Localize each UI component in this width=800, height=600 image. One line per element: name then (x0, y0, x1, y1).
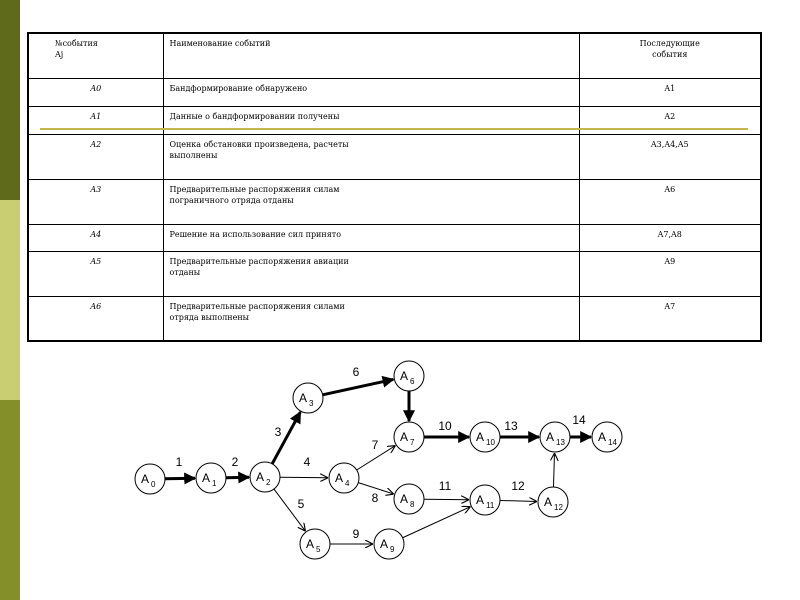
node-n13 (540, 422, 570, 452)
node-circle (394, 422, 424, 452)
edge-label: 2 (231, 455, 239, 469)
edge-n3-n6 (323, 379, 394, 394)
node-n0 (135, 464, 165, 494)
node-circle (470, 422, 500, 452)
node-n2 (250, 462, 280, 492)
next-events-cell: A6 (579, 179, 761, 224)
event-name-cell: Предварительные распоряжения силами отряда выполнены (163, 296, 579, 341)
node-label: A $_7$ (400, 430, 415, 447)
node-circle (470, 485, 500, 515)
header-next-events: Последующие события (579, 33, 761, 78)
node-n7 (394, 422, 424, 452)
node-n3 (293, 383, 323, 413)
node-circle (135, 464, 165, 494)
event-name-cell: Предварительные распоряжения авиации отданы (163, 251, 579, 296)
edge-label: 8 (371, 491, 379, 505)
edge-label: 11 (438, 479, 452, 493)
edge-label: 10 (438, 419, 452, 433)
edge-label: 12 (511, 479, 525, 493)
node-circle (300, 529, 330, 559)
node-label: A $_{14}$ (598, 430, 617, 447)
edge-n8-n11 (424, 499, 469, 500)
node-n11 (470, 485, 500, 515)
node-n4 (329, 463, 359, 493)
node-label: A $_6$ (400, 369, 415, 386)
event-name-cell: Бандформирование обнаружено (163, 78, 579, 106)
event-name-cell: Решение на использование сил принято (163, 224, 579, 251)
node-label: A $_5$ (306, 537, 321, 554)
node-n12 (538, 487, 568, 517)
edge-label: 4 (303, 455, 311, 469)
event-name-cell: Предварительные распоряжения силам пограничного отряда отданы (163, 179, 579, 224)
node-label: A $_3$ (299, 391, 314, 408)
event-id-cell: A3 (28, 179, 163, 224)
node-label: A $_4$ (335, 471, 350, 488)
next-events-cell: A1 (579, 78, 761, 106)
header-event-name: Наименование событий (163, 33, 579, 78)
node-n6 (394, 361, 424, 391)
next-events-cell: A2 (579, 106, 761, 134)
node-circle (394, 361, 424, 391)
event-id-cell: A0 (28, 78, 163, 106)
node-circle (329, 463, 359, 493)
edge-label: 5 (297, 497, 305, 511)
node-circle (394, 484, 424, 514)
node-circle (538, 487, 568, 517)
node-label: A $_0$ (141, 472, 156, 489)
node-circle (592, 422, 622, 452)
node-label: A $_2$ (256, 470, 271, 487)
node-circle (250, 462, 280, 492)
node-n14 (592, 422, 622, 452)
next-events-cell: A7,A8 (579, 224, 761, 251)
event-id-cell: A4 (28, 224, 163, 251)
node-label: A $_1$ (202, 471, 217, 488)
node-circle (374, 529, 404, 559)
next-events-cell: A9 (579, 251, 761, 296)
edge-n12-n13 (553, 453, 554, 487)
edge-label: 13 (504, 419, 518, 433)
edge-n2-n4 (280, 477, 328, 478)
node-label: A $_{11}$ (476, 493, 495, 510)
edge-label: 1 (175, 455, 183, 469)
edge-label: 14 (572, 413, 586, 427)
node-label: A $_{10}$ (476, 430, 495, 447)
event-id-cell: A1 (28, 106, 163, 134)
node-circle (196, 463, 226, 493)
edge-label: 9 (352, 527, 360, 541)
node-circle (293, 383, 323, 413)
node-label: A $_8$ (400, 492, 415, 509)
header-event-number: №события Aj (28, 33, 163, 78)
next-events-cell: A3,A4,A5 (579, 134, 761, 179)
node-label: A $_{12}$ (544, 495, 563, 512)
edge-label: 6 (352, 365, 360, 379)
node-n5 (300, 529, 330, 559)
event-id-cell: A5 (28, 251, 163, 296)
edge-label: 3 (274, 425, 282, 439)
node-label: A $_{13}$ (546, 430, 565, 447)
edge-n11-n12 (500, 500, 537, 501)
node-n8 (394, 484, 424, 514)
edge-label: 7 (371, 438, 379, 452)
node-label: A $_9$ (380, 537, 395, 554)
node-circle (540, 422, 570, 452)
event-name-cell: Оценка обстановки произведена, расчеты выполнены (163, 134, 579, 179)
event-name-cell: Данные о бандформировании получены (163, 106, 579, 134)
node-n9 (374, 529, 404, 559)
event-id-cell: A6 (28, 296, 163, 341)
node-n10 (470, 422, 500, 452)
node-n1 (196, 463, 226, 493)
next-events-cell: A7 (579, 296, 761, 341)
event-id-cell: A2 (28, 134, 163, 179)
